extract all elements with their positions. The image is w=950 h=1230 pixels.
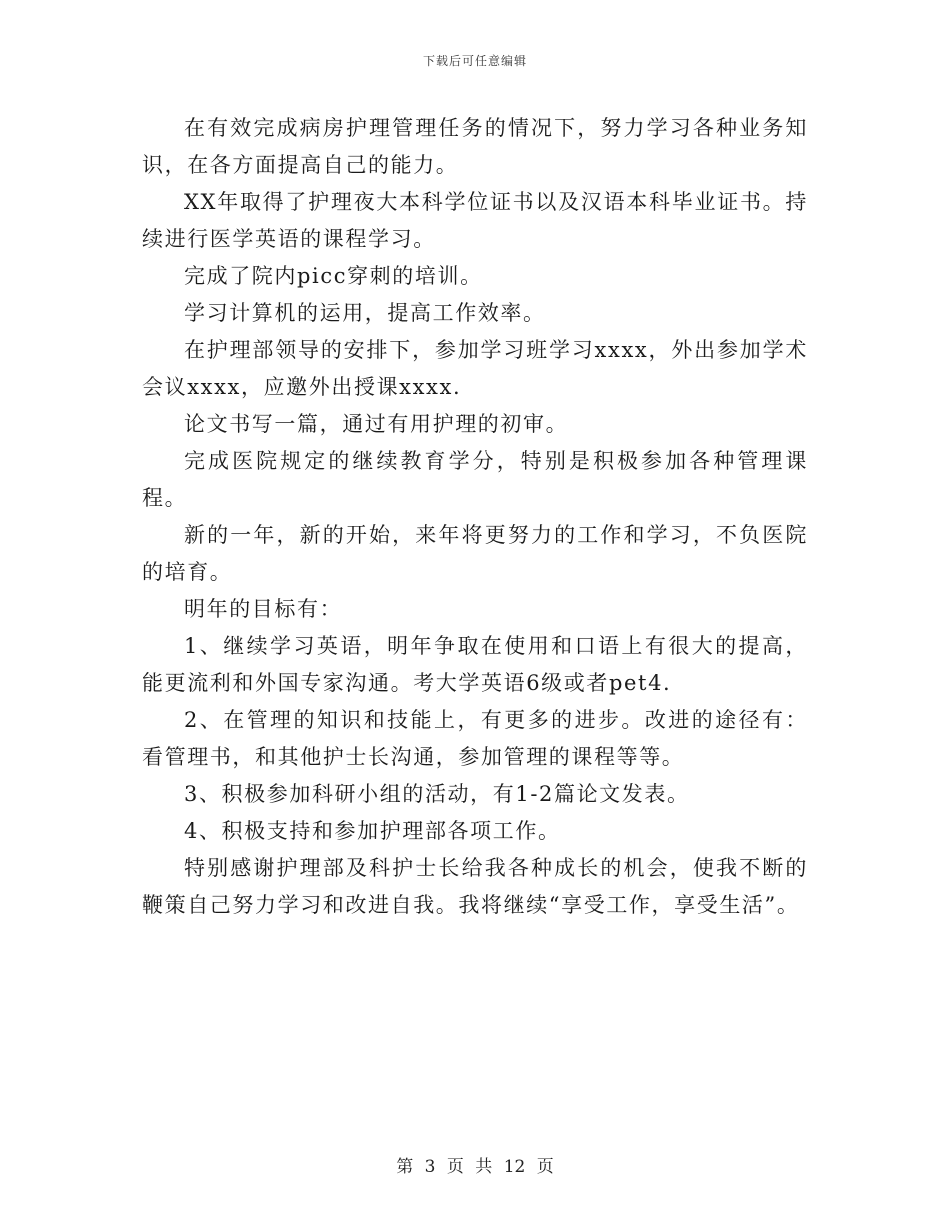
list-item-goal: 4、积极支持和参加护理部各项工作。 (184, 819, 561, 843)
list-item-goal: 1、继续学习英语，明年争取在使用和口语上有很大的提高，能更流利和外国专家沟通。考大学英语6级或者pet4. (142, 634, 808, 695)
paragraph: 在有效完成病房护理管理任务的情况下，努力学习各种业务知识，在各方面提高自己的能力。 (142, 116, 808, 177)
paragraph: 论文书写一篇，通过有用护理的初审。 (184, 412, 569, 436)
paragraph: 完成医院规定的继续教育学分，特别是积极参加各种管理课程。 (142, 449, 808, 510)
paragraph: 完成了院内picc穿刺的培训。 (184, 264, 483, 288)
paragraph: 学习计算机的运用，提高工作效率。 (184, 301, 546, 325)
page-header: 下载后可任意编辑 (422, 54, 527, 68)
paragraph: XX年取得了护理夜大本科学位证书以及汉语本科毕业证书。持续进行医学英语的课程学习。 (142, 190, 808, 251)
paragraph: 新的一年，新的开始，来年将更努力的工作和学习，不负医院的培育。 (142, 523, 808, 584)
paragraph: 特别感谢护理部及科护士长给我各种成长的机会，使我不断的鞭策自己努力学习和改进自我。我将继续“享受工作，享受生活”。 (142, 856, 808, 917)
paragraph: 明年的目标有： (184, 597, 343, 621)
document-body (142, 110, 808, 924)
list-item-goal: 2、在管理的知识和技能上，有更多的进步。改进的途径有：看管理书，和其他护士长沟通，参加管理的课程等等。 (142, 708, 808, 769)
list-item-goal: 3、积极参加科研小组的活动，有1-2篇论文发表。 (184, 782, 690, 806)
page-number: 第 3 页 共 12 页 (396, 1157, 554, 1177)
paragraph: 在护理部领导的安排下，参加学习班学习xxxx，外出参加学术会议xxxx，应邀外出授课xxxx. (142, 338, 808, 399)
